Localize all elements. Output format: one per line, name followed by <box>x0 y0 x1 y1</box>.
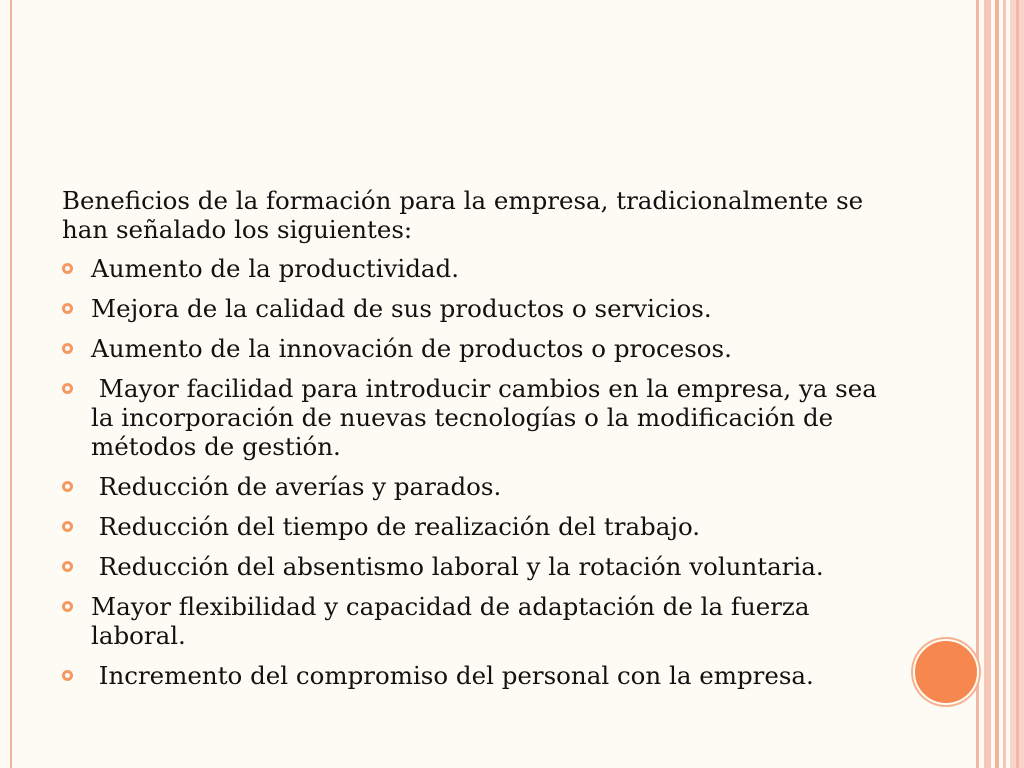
slide-content <box>62 186 902 701</box>
list-item <box>62 552 902 581</box>
left-decorative-line <box>10 0 12 768</box>
list-item <box>62 472 902 501</box>
ring-bullet-icon <box>62 521 73 532</box>
list-item <box>62 294 902 323</box>
list-item-text: Reducción de averías y parados. <box>91 472 502 501</box>
ring-bullet-icon <box>62 263 73 274</box>
ring-bullet-icon <box>62 343 73 354</box>
list-item <box>62 374 902 461</box>
list-item <box>62 512 902 541</box>
benefits-list <box>62 254 902 690</box>
list-item-text: Mayor facilidad para introducir cambios en la empresa, ya sea la incorporación de nuevas tecnologías o la modificación de métodos de gestión. <box>91 374 885 461</box>
decorative-circle <box>913 639 979 705</box>
list-item <box>62 592 902 650</box>
right-decorative-stripe <box>976 0 979 768</box>
list-item-text: Incremento del compromiso del personal con la empresa. <box>91 661 814 690</box>
ring-bullet-icon <box>62 303 73 314</box>
ring-bullet-icon <box>62 481 73 492</box>
right-decorative-stripe <box>1016 0 1019 768</box>
ring-bullet-icon <box>62 383 73 394</box>
right-decorative-stripe <box>1003 0 1006 768</box>
right-decorative-stripe <box>984 0 991 768</box>
ring-bullet-icon <box>62 601 73 612</box>
ring-bullet-icon <box>62 670 73 681</box>
right-decorative-stripe <box>995 0 999 768</box>
intro-text: Beneficios de la formación para la empresa, tradicionalmente se han señalado los siguientes: <box>62 186 864 244</box>
list-item-text: Mayor flexibilidad y capacidad de adaptación de la fuerza laboral. <box>91 592 818 650</box>
list-item-text: Reducción del absentismo laboral y la rotación voluntaria. <box>91 552 824 581</box>
list-item-text: Mejora de la calidad de sus productos o servicios. <box>91 294 712 323</box>
list-item <box>62 661 902 690</box>
list-item <box>62 254 902 283</box>
list-item-text: Aumento de la innovación de productos o procesos. <box>91 334 732 363</box>
ring-bullet-icon <box>62 561 73 572</box>
list-item-text: Aumento de la productividad. <box>91 254 460 283</box>
list-item-text: Reducción del tiempo de realización del trabajo. <box>91 512 701 541</box>
list-item <box>62 334 902 363</box>
